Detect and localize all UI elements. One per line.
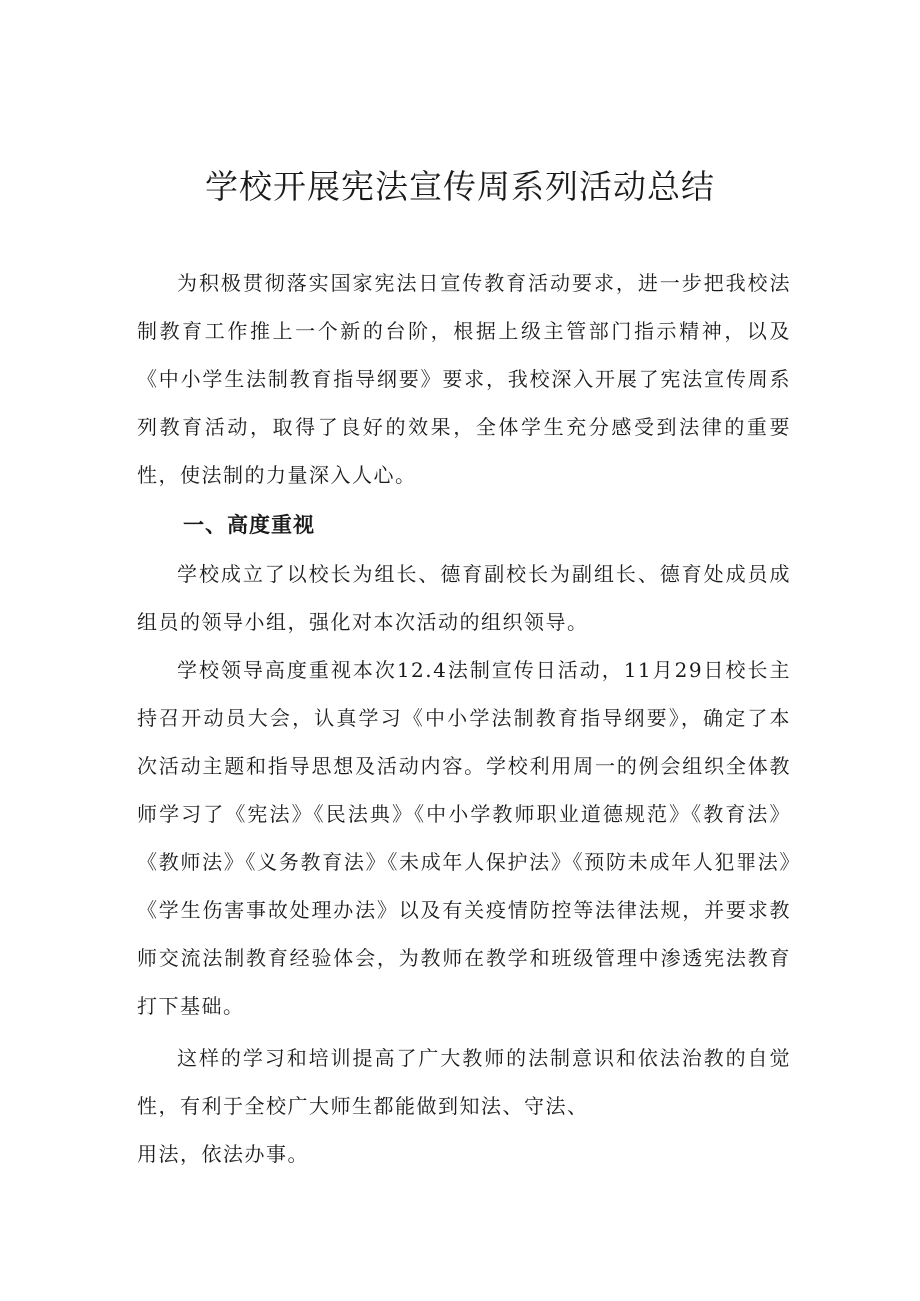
paragraph-training-effect	[137, 1034, 791, 1178]
paragraph-leadership-group: 学校成立了以校长为组长、德育副校长为副组长、德育处成员成组员的领导小组，强化对本次活动的组织领导。	[137, 562, 791, 634]
paragraph-training-effect-line-2: 用法，依法办事。	[137, 1142, 309, 1166]
section-heading-1: 一、高度重视	[183, 513, 315, 537]
intro-paragraph: 为积极贯彻落实国家宪法日宣传教育活动要求，进一步把我校法制教育工作推上一个新的台阶，根据上级主管部门指示精神，以及《中小学生法制教育指导纲要》要求，我校深入开展了宪法宣传周系列教育活动，取得了良好的效果，全体学生充分感受到法律的重要性，使法制的力量深入人心。	[137, 271, 791, 487]
document-title: 学校开展宪法宣传周系列活动总结	[205, 167, 715, 206]
paragraph-teacher-study: 学校领导高度重视本次12.4法制宣传日活动，11月29日校长主持召开动员大会，认真学习《中小学法制教育指导纲要》，确定了本次活动主题和指导思想及活动内容。学校利用周一的例会组织全体教师学习了《宪法》《民法典》《中小学教师职业道德规范》《教育法》《教师法》《义务教育法》《未成年人保护法》《预防未成年人犯罪法》《学生伤害事故处理办法》以及有关疫情防控等法律法规，并要求教师交流法制教育经验体会，为教师在教学和班级管理中渗透宪法教育打下基础。	[137, 658, 791, 1018]
paragraph-training-effect-line-1: 这样的学习和培训提高了广大教师的法制意识和依法治教的自觉性，有利于全校广大师生都能做到知法、守法、	[137, 1046, 791, 1118]
